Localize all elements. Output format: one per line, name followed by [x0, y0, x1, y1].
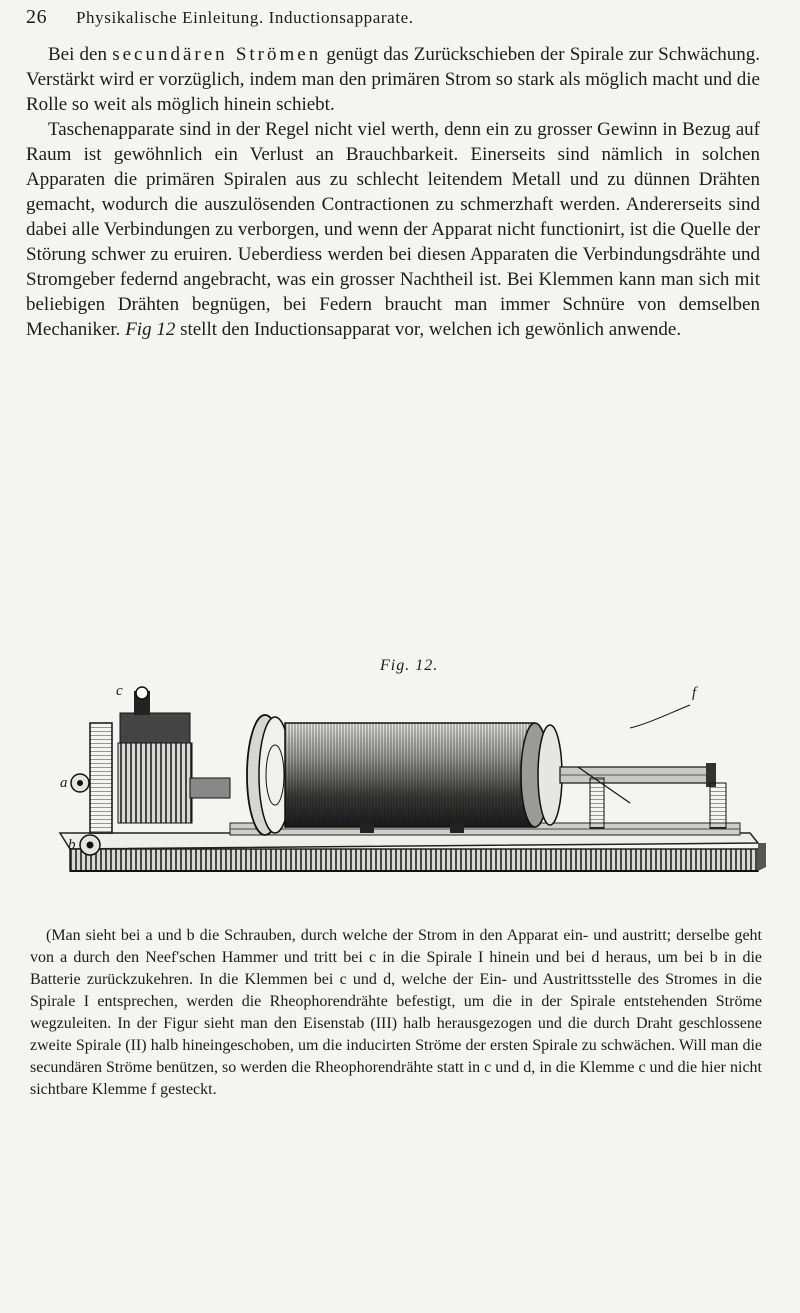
figure-reference: Fig 12 — [125, 319, 176, 340]
apparatus-engraving — [30, 683, 770, 893]
figure-label: Fig. 12. — [380, 657, 439, 674]
neef-hammer — [71, 687, 230, 855]
paragraph-2-end: stellt den Inductionsapparat vor, welchen ich gewönlich anwende. — [180, 319, 682, 340]
paragraph-2-text: Taschenapparate sind in der Regel nicht viel werth, denn ein zu grosser Gewinn in Bezug auf Raum ist gewöhnlich ein Verlust an Brauchbarkeit. Einerseits sind nämlich in solchen Apparaten die primären Spiralen aus zu schlecht leitendem Metall und zu dünnen Drähten gemacht, wodurch die auszulösenden Contractionen zu schmerzhaft werden. Andererseits sind dabei alle Verbindungen zu verborgen, und wenn der Apparat nicht functionirt, ist die Quelle der Störung schwer zu eruiren. Ueberdiess werden bei diesen Apparaten die Verbindungsdrähte und Stromgeber federnd angebracht, was ein grosser Nachtheil ist. Bei Klemmen kann man sich mit beliebigen Drähten begnügen, bei Federn braucht man immer Schnüre von demselben Mechaniker. — [26, 119, 760, 340]
iron-rod — [560, 763, 716, 787]
body-text — [26, 42, 760, 342]
base-board — [60, 833, 766, 871]
letter-f: f — [692, 685, 697, 701]
paragraph-1-spaced: secundären Strömen — [112, 44, 322, 65]
paragraph-1-rest: genügt das Zurückschieben der Spirale zur Schwächung. Verstärkt wird er vorzüglich, indem man den primären Strom so stark als möglich macht und die Rolle so weit als möglich hinein schiebt. — [26, 44, 761, 115]
page-number: 26 — [26, 6, 48, 28]
letter-b: b — [68, 837, 76, 853]
paragraph-1-lead: Bei den — [48, 44, 107, 65]
figure-caption — [30, 925, 762, 1101]
secondary-coil — [285, 723, 562, 827]
page-header — [26, 0, 766, 36]
letter-a: a — [60, 775, 68, 791]
letter-c: c — [116, 683, 123, 699]
wire-f — [630, 705, 690, 728]
paragraph-2 — [26, 117, 760, 342]
induction-apparatus-figure — [30, 683, 770, 893]
paragraph-1 — [26, 42, 760, 117]
caption-text: (Man sieht bei a und b die Schrauben, durch welche der Strom in den Apparat ein- und austritt; derselbe geht von a durch den Neef'schen Hammer und tritt bei c in die Spirale I hinein und bei d heraus, um bei b in die Batterie zurückzukehren. In die Klemmen bei c und d, welche der Ein- und Austrittsstelle des Stromes in die Spirale I entsprechen, werden die Rheophorendrähte befestigt, um die in der Spirale entstehenden Ströme wegzuleiten. In der Figur sieht man den Eisenstab (III) halb herausgezogen und die durch Draht geschlossene zweite Spirale (II) halb hineingeschoben, um die inducirten Ströme der ersten Spirale zu schwächen. Will man die secundären Ströme benützen, so werden die Rheophorendrähte statt in c und d, in die Klemme c und die hier nicht sichtbare Klemme f gesteckt. — [30, 927, 762, 1098]
running-title: Physikalische Einleitung. Inductionsapparate. — [76, 8, 414, 27]
